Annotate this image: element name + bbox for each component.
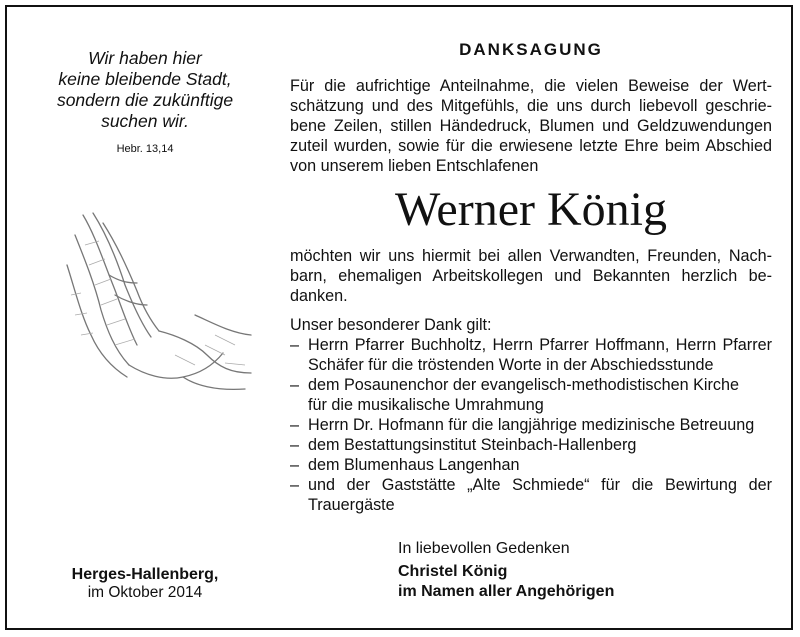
list-item [290,415,772,435]
signature [398,562,614,602]
closing-phrase: In liebevollen Gedenken [398,540,570,557]
location-date: im Oktober 2014 [87,584,203,601]
dash: – [290,376,300,394]
quote-reference: Hebr. 13,14 [116,143,174,155]
list-item-line: Schäfer für die tröstenden Worte in der Abschiedsstunde [308,356,714,374]
thanks-line: möchten wir uns hiermit bei allen Verwandten, Freunden, Nach- [290,247,772,265]
quote-line: Wir haben hier [88,48,202,68]
thanks-line: barn, ehemaligen Arbeitskollegen und Bekannten herzlich be- [290,267,772,285]
list-item-line: Herrn Dr. Hofmann für die langjährige medizinische Betreuung [308,416,755,434]
praying-hands-icon [55,205,265,395]
list-item-line: Herrn Pfarrer Buchholtz, Herrn Pfarrer Hoffmann, Herrn Pfarrer [308,336,772,354]
list-item [290,455,772,475]
list-item [290,475,772,515]
intro-line: zuteil wurden, sowie für die erwiesene letzte Ehre beim Abschied [290,137,772,155]
intro-line: Für die aufrichtige Anteilnahme, die vielen Beweise der Wert- [290,77,772,95]
dash: – [290,456,300,474]
quote-line: suchen wir. [101,111,189,131]
list-item-line: für die musikalische Umrahmung [308,396,544,414]
intro-line: bene Zeilen, stillen Händedruck, Blumen und Geldzuwendungen [290,117,772,135]
dash: – [290,476,300,494]
deceased-name: Werner König [394,183,668,236]
thanks-paragraph [290,246,772,306]
list-item-line: dem Bestattungsinstitut Steinbach-Hallenberg [308,436,637,454]
bible-quote [20,48,270,132]
quote-line: sondern die zukünftige [56,90,234,110]
list-item [290,435,772,455]
signature-name: Christel König [398,563,508,580]
dash: – [290,416,300,434]
thanks-line: danken. [290,287,348,305]
list-item-line: dem Blumenhaus Langenhan [308,456,520,474]
notice-heading: DANKSAGUNG [459,40,603,59]
signature-note: im Namen aller Angehörigen [398,583,615,600]
list-item-line: und der Gaststätte „Alte Schmiede“ für die Bewirtung der [308,476,772,494]
list-item-line: dem Posaunenchor der evangelisch-methodistischen Kirche [308,376,740,394]
special-thanks [290,315,772,515]
special-thanks-title: Unser besonderer Dank gilt: [290,316,492,334]
intro-paragraph [290,76,772,176]
quote-line: keine bleibende Stadt, [58,69,232,89]
location-place: Herges-Hallenberg, [71,566,219,583]
list-item [290,375,772,415]
intro-line: von unserem lieben Entschlafenen [290,157,539,175]
list-item [290,335,772,375]
intro-line: schätzung und des Mitgefühls, die uns durch liebevoll geschrie- [290,97,772,115]
dash: – [290,336,300,354]
dash: – [290,436,300,454]
list-item-line: Trauergäste [308,496,395,514]
